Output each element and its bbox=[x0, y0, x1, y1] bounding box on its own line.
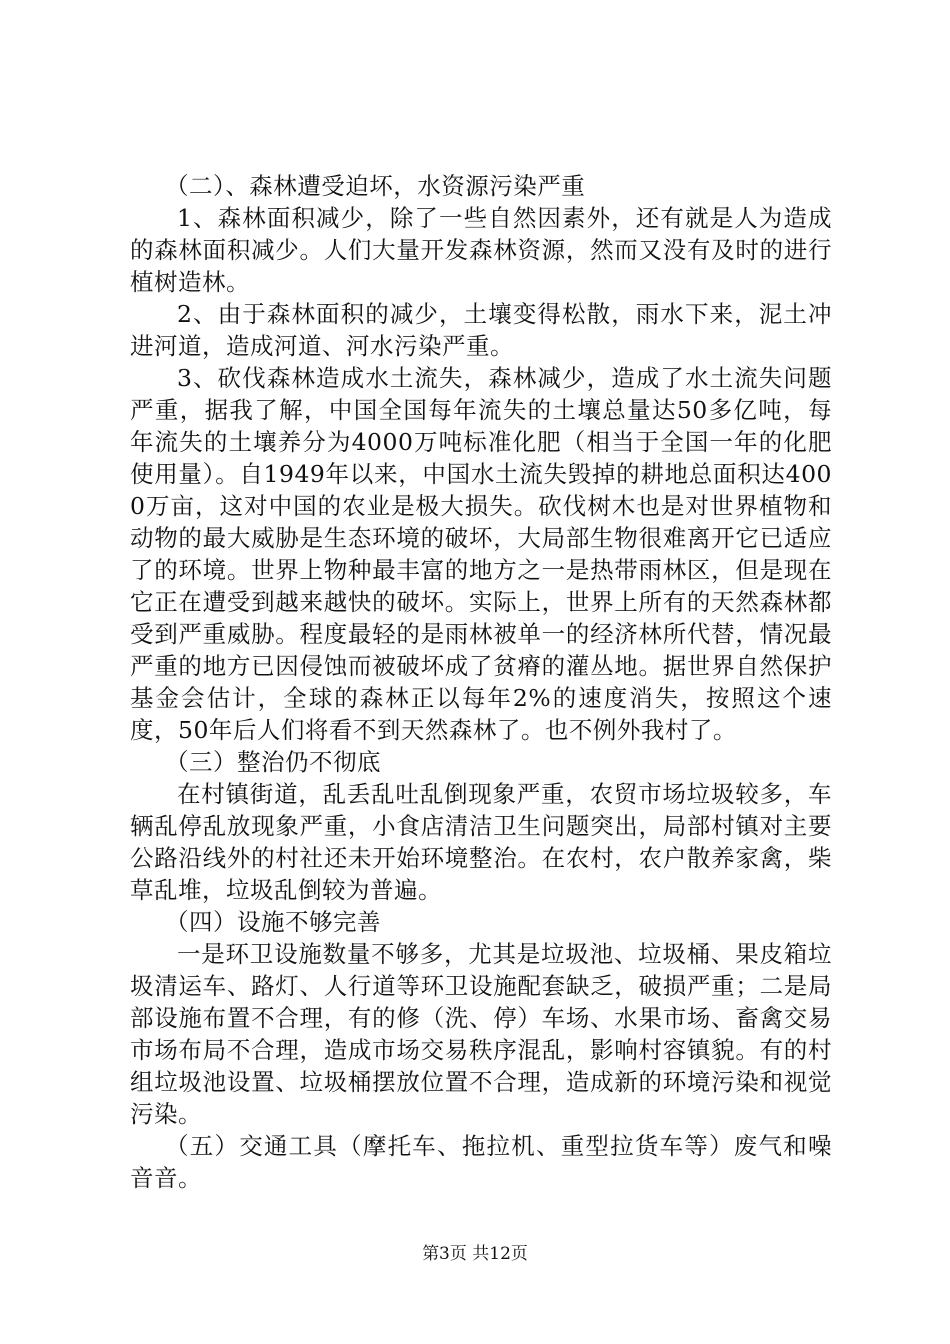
paragraph-facilities: 一是环卫设施数量不够多，尤其是垃圾池、垃圾桶、果皮箱垃圾清运车、路灯、人行道等环卫设施配套缺乏，破损严重；二是局部设施布置不合理，有的修（洗、停）车场、水果市场、畜禽交易市场布局不合理，造成市场交易秩序混乱，影响村容镇貌。有的村组垃圾池设置、垃圾桶摆放位置不合理，造成新的环境污染和视觉污染。 bbox=[130, 940, 832, 1128]
paragraph-soil-erosion: 3、砍伐森林造成水土流失，森林减少，造成了水土流失问题严重，据我了解，中国全国每年流失的土壤总量达50多亿吨，每年流失的土壤养分为4000万吨标准化肥（相当于全国一年的化肥使用量）。自1949年以来，中国水土流失毁掉的耕地总面积达4000万亩，这对中国的农业是极大损失。砍伐树木也是对世界植物和动物的最大威胁是生态环境的破坏，大局部生物很难离开它已适应了的环境。世界上物种最丰富的地方之一是热带雨林区，但是现在它正在遭受到越来越快的破坏。实际上，世界上所有的天然森林都受到严重威胁。程度最轻的是雨林被单一的经济林所代替，情况最严重的地方已因侵蚀而被破坏成了贫瘠的灌丛地。据世界自然保护基金会估计，全球的森林正以每年2%的速度消失，按照这个速度，50年后人们将看不到天然森林了。也不例外我村了。 bbox=[130, 364, 832, 744]
section5-heading: （五）交通工具（摩托车、拖拉机、重型拉货车等）废气和噪音音。 bbox=[130, 1132, 832, 1192]
paragraph-soil-loose: 2、由于森林面积的减少，土壤变得松散，雨水下来，泥土冲进河道，造成河道、河水污染严重。 bbox=[130, 300, 832, 360]
section2-heading: （二）、森林遭受迫坏，水资源污染严重 bbox=[165, 172, 586, 200]
page-number-footer: 第3页 共12页 bbox=[422, 1244, 528, 1264]
paragraph-forest-area: 1、森林面积减少，除了一些自然因素外，还有就是人为造成的森林面积减少。人们大量开发森林资源，然而又没有及时的进行植树造林。 bbox=[130, 204, 832, 296]
section4-heading: （四）设施不够完善 bbox=[165, 908, 381, 936]
document-body bbox=[130, 170, 832, 1194]
section3-heading: （三）整治仍不彻底 bbox=[165, 748, 381, 776]
paragraph-village-streets: 在村镇街道，乱丢乱吐乱倒现象严重，农贸市场垃圾较多，车辆乱停乱放现象严重，小食店清洁卫生问题突出，局部村镇对主要公路沿线外的村社还未开始环境整治。在农村，农户散养家禽，柴草乱堆，垃圾乱倒较为普遍。 bbox=[130, 780, 832, 904]
